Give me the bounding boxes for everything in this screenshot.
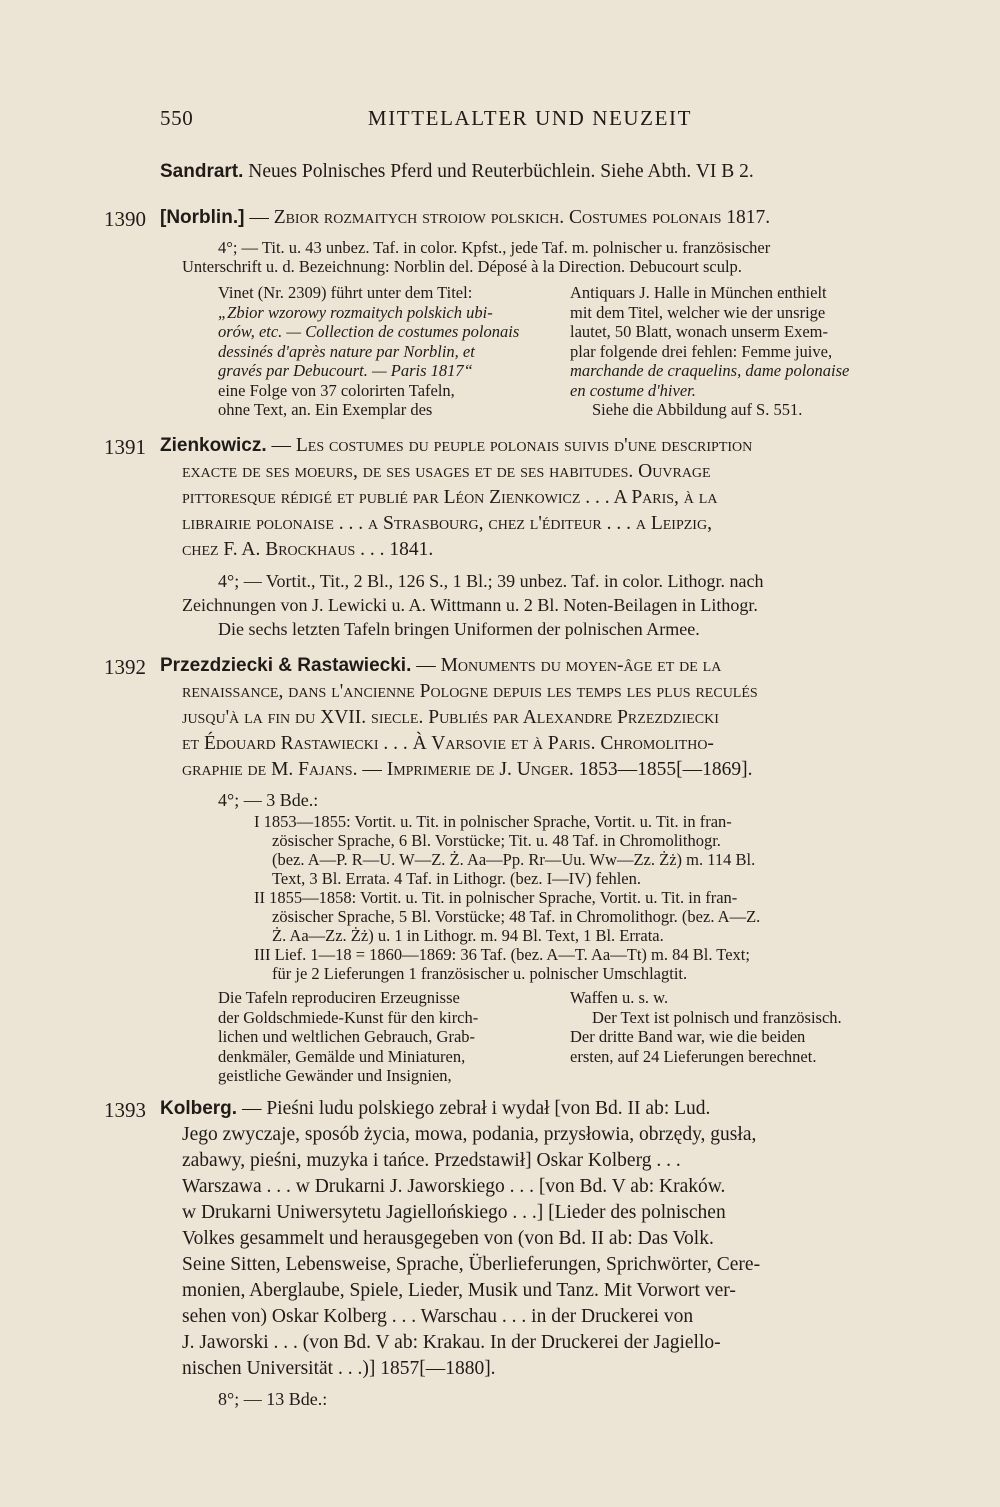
note-right-column	[570, 283, 849, 420]
note-line: Antiquars J. Halle in München enthielt	[570, 283, 827, 302]
entry-title-line: zabawy, pieśni, muzyka i tańce. Przedstawił] Oskar Kolberg . . .	[182, 1150, 681, 1171]
volume-line: zösischer Sprache, 5 Bl. Vorstücke; 48 Taf. in Chromolithogr. (bez. A—Z.	[272, 907, 761, 926]
entry-title-line: J. Jaworski . . . (von Bd. V ab: Krakau. In der Druckerei der Jagiello-	[182, 1332, 721, 1353]
entry-name: [Norblin.]	[160, 207, 245, 228]
entry-title-line: librairie polonaise . . . a Strasbourg, chez l'éditeur . . . a Leipzig,	[182, 513, 712, 534]
entry-title-line: jusqu'à la fin du XVII. siecle. Publiés par Alexandre Przezdziecki	[182, 707, 719, 728]
entry-title: — Monuments du moyen-âge et de la	[416, 655, 722, 676]
entry-title-line: Warszawa . . . w Drukarni J. Jaworskiego . . . [von Bd. V ab: Kraków.	[182, 1176, 726, 1197]
note-line: mit dem Titel, welcher wie der unsrige	[570, 302, 826, 322]
volume-line: II 1855—1858: Vortit. u. Tit. in polnischer Sprache, Vortit. u. Tit. in fran-	[254, 888, 738, 907]
note-line: Der dritte Band war, wie die beiden	[570, 1027, 806, 1046]
note-line: denkmäler, Gemälde und Miniaturen,	[218, 1046, 466, 1066]
note-line: gravés par Debucourt. — Paris 1817“	[218, 361, 473, 380]
entry-name: Sandrart.	[160, 161, 244, 182]
note-line: „Zbior wzorowy rozmaitych polskich ubi-	[218, 302, 493, 322]
note-line: Vinet (Nr. 2309) führt unter dem Titel:	[218, 283, 473, 302]
entry-title-line: pittoresque rédigé et publié par Léon Zienkowicz . . . A Paris, à la	[182, 487, 718, 508]
entry-1390-heading	[160, 207, 770, 229]
running-title: MITTELALTER UND NEUZEIT	[367, 106, 693, 130]
entry-title-line: monien, Aberglaube, Spiele, Lieder, Musik und Tanz. Mit Vorwort ver-	[182, 1280, 736, 1301]
entry-title: — Zbior rozmaitych stroiow polskich. Costumes polonais 1817.	[249, 207, 771, 228]
note-line: Die Tafeln reproduciren Erzeugnisse	[218, 988, 460, 1007]
entry-name: Kolberg.	[160, 1098, 238, 1119]
entry-format: 8°; — 13 Bde.:	[218, 1389, 328, 1409]
entry-format: 4°; — 3 Bde.:	[218, 790, 319, 810]
entry-title-line: sehen von) Oskar Kolberg . . . Warschau . . . in der Druckerei von	[182, 1306, 694, 1327]
entry-title-line: Jego zwyczaje, sposób życia, mowa, podania, przysłowia, obrzędy, gusła,	[182, 1124, 757, 1145]
note-line: orów, etc. — Collection de costumes polonais	[218, 322, 520, 341]
note-line: marchande de craquelins, dame polonaise	[570, 361, 850, 380]
note-left-column	[218, 283, 519, 420]
entry-title-line: graphie de M. Fajans. — Imprimerie de J. Unger. 1853—1855[—1869].	[182, 759, 753, 780]
page-number: 550	[160, 106, 194, 130]
entry-name: Przezdziecki & Rastawiecki.	[160, 655, 412, 676]
entry-title: — Les costumes du peuple polonais suivis d'une description	[271, 435, 753, 456]
note-line: plar folgende drei fehlen: Femme juive,	[570, 341, 833, 361]
entry-title-line: nischen Universität . . .)] 1857[—1880].	[182, 1358, 496, 1379]
note-left-column	[218, 988, 478, 1086]
note-line: en costume d'hiver.	[570, 380, 696, 400]
note-line: Siehe die Abbildung auf S. 551.	[592, 400, 803, 419]
volume-line: Text, 3 Bl. Errata. 4 Taf. in Lithogr. (bez. I—IV) fehlen.	[272, 869, 641, 888]
entry-title-line: Volkes gesammelt und herausgegeben von (von Bd. II ab: Das Volk.	[182, 1228, 714, 1249]
note-line: Waffen u. s. w.	[570, 988, 669, 1007]
entry-title-line: w Drukarni Uniwersytetu Jagiellońskiego . . .] [Lieder des polnischen	[182, 1202, 726, 1223]
note-line: Der Text ist polnisch und französisch.	[592, 1007, 842, 1027]
entry-number: 1393	[104, 1098, 146, 1122]
entry-desc-line: 4°; — Tit. u. 43 unbez. Taf. in color. Kpfst., jede Taf. m. polnischer u. französischer	[218, 238, 771, 257]
entry-title-line: renaissance, dans l'ancienne Pologne depuis les temps les plus reculés	[182, 681, 758, 702]
entry-title-line: chez F. A. Brockhaus . . . 1841.	[182, 539, 434, 560]
volume-line: für je 2 Lieferungen 1 französischer u. polnischer Umschlagtit.	[272, 964, 688, 983]
note-line: ersten, auf 24 Lieferungen berechnet.	[570, 1046, 817, 1066]
volume-line: I 1853—1855: Vortit. u. Tit. in polnischer Sprache, Vortit. u. Tit. in fran-	[254, 812, 732, 831]
entry-text: Neues Polnisches Pferd und Reuterbüchlein. Siehe Abth. VI B 2.	[248, 161, 754, 182]
entry-number: 1391	[104, 435, 146, 459]
volume-line: Ż. Aa—Zz. Żż) u. 1 in Lithogr. m. 94 Bl. Text, 1 Bl. Errata.	[272, 926, 664, 945]
note-line: der Goldschmiede-Kunst für den kirch-	[218, 1007, 479, 1027]
entry-title-line: exacte de ses moeurs, de ses usages et de ses habitudes. Ouvrage	[182, 461, 711, 482]
entry-1392-heading	[160, 655, 721, 677]
entry-number: 1392	[104, 655, 146, 679]
volume-line: (bez. A—P. R—U. W—Z. Ż. Aa—Pp. Rr—Uu. Ww—Zz. Żż) m. 114 Bl.	[272, 850, 756, 869]
entry-title-line: Seine Sitten, Lebensweise, Sprache, Überlieferungen, Sprichwörter, Cere-	[182, 1254, 761, 1275]
note-line: geistliche Gewänder und Insignien,	[218, 1066, 452, 1085]
entry-1391-heading	[160, 435, 752, 457]
note-line: lichen und weltlichen Gebrauch, Grab-	[218, 1027, 476, 1046]
entry-title: — Pieśni ludu polskiego zebrał i wydał [von Bd. II ab: Lud.	[241, 1098, 711, 1119]
entry-name: Zienkowicz.	[160, 435, 267, 456]
sandrart-entry	[160, 161, 754, 183]
page-header	[160, 106, 900, 136]
note-line: dessinés d'après nature par Norblin, et	[218, 341, 475, 361]
volume-line: zösischer Sprache, 6 Bl. Vorstücke; Tit. u. 48 Taf. in Chromolithogr.	[272, 831, 721, 850]
entry-number: 1390	[104, 207, 146, 231]
entry-desc-line: Zeichnungen von J. Lewicki u. A. Wittmann u. 2 Bl. Noten-Beilagen in Lithogr.	[182, 595, 758, 615]
entry-desc-line: 4°; — Vortit., Tit., 2 Bl., 126 S., 1 Bl.; 39 unbez. Taf. in color. Lithogr. nach	[218, 571, 764, 591]
entry-desc-line: Unterschrift u. d. Bezeichnung: Norblin del. Déposé à la Direction. Debucourt sculp.	[182, 257, 742, 276]
entry-1393-heading	[160, 1098, 710, 1120]
note-line: lautet, 50 Blatt, wonach unserm Exem-	[570, 322, 828, 341]
note-line: eine Folge von 37 colorirten Tafeln,	[218, 380, 455, 400]
entry-title-line: et Édouard Rastawiecki . . . À Varsovie et à Paris. Chromolitho-	[182, 733, 714, 754]
note-right-column	[570, 988, 842, 1066]
volume-line: III Lief. 1—18 = 1860—1869: 36 Taf. (bez. A—T. Aa—Tt) m. 84 Bl. Text;	[254, 945, 750, 964]
entry-desc-line: Die sechs letzten Tafeln bringen Uniformen der polnischen Armee.	[218, 619, 700, 639]
note-line: ohne Text, an. Ein Exemplar des	[218, 400, 433, 419]
